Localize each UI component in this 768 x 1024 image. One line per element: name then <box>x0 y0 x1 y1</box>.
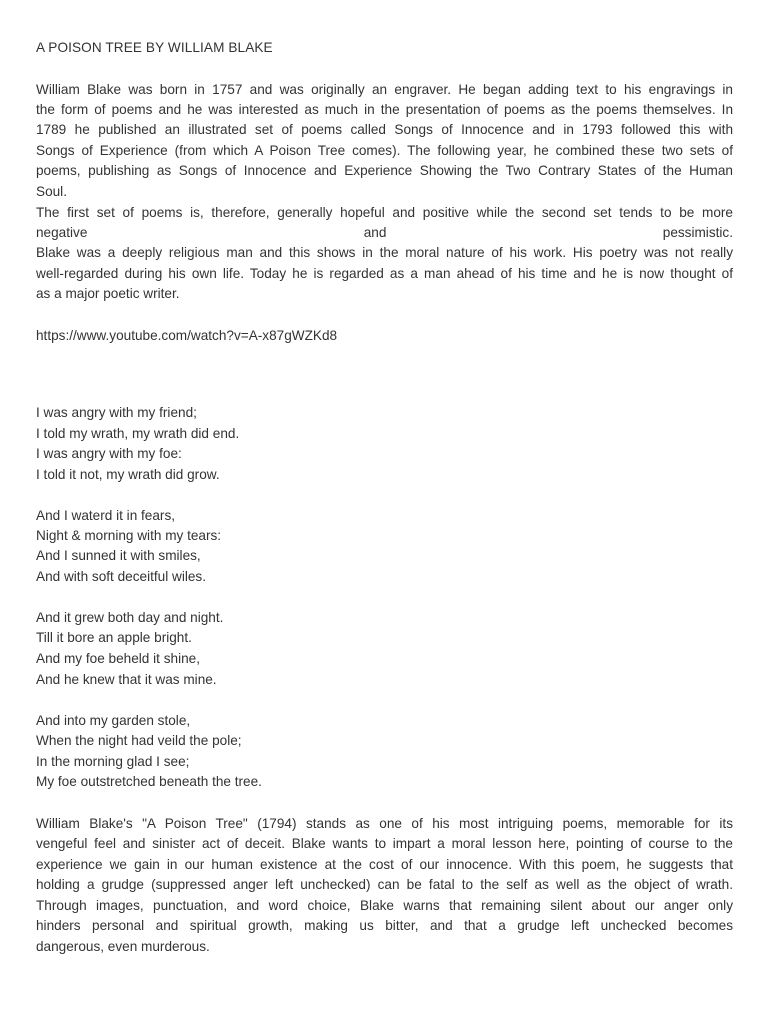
text-line: Blake was a deeply religious man and this shows in the moral nature of his work. His poetry was not really <box>36 245 733 260</box>
video-link[interactable]: https://www.youtube.com/watch?v=A-x87gWZKd8 <box>36 328 338 343</box>
text-line: the form of poems and he was interested as much in the presentation of poems as the poems themselves. In <box>36 102 733 117</box>
text-line: experience we gain in our human existence at the cost of our innocence. With this poem, he suggests that <box>36 857 733 872</box>
poem-line: And my foe beheld it shine, <box>36 651 200 666</box>
document-title: A POISON TREE BY WILLIAM BLAKE <box>36 40 273 55</box>
text-line: 1789 he published an illustrated set of poems called Songs of Innocence and in 1793 followed this with <box>36 122 733 137</box>
text-line: holding a grudge (suppressed anger left unchecked) can be fatal to the self as well as the object of wrath. <box>36 877 733 892</box>
text-line: hinders personal and spiritual growth, making us bitter, and that a grudge left unchecked becomes <box>36 918 733 933</box>
text-line: Songs of Experience (from which A Poison Tree comes). The following year, he combined these two sets of <box>36 143 733 158</box>
poem-line: Night & morning with my tears: <box>36 528 222 543</box>
poem-line: And he knew that it was mine. <box>36 672 217 687</box>
text-line: well-regarded during his own life. Today he is regarded as a man ahead of his time and he is now thought of <box>36 266 733 281</box>
text-line: Soul. <box>36 184 67 199</box>
poem-line: My foe outstretched beneath the tree. <box>36 774 262 789</box>
text-line: William Blake's "A Poison Tree" (1794) stands as one of his most intriguing poems, memorable for its <box>36 816 733 831</box>
text-line: negative and pessimistic. <box>36 225 733 240</box>
poem-line: I was angry with my foe: <box>36 446 182 461</box>
poem-line: And I sunned it with smiles, <box>36 548 201 563</box>
text-line: vengeful feel and sinister act of deceit. Blake wants to impart a moral lesson here, pointing of course to the <box>36 836 733 851</box>
poem-line: When the night had veild the pole; <box>36 733 242 748</box>
text-line: William Blake was born in 1757 and was originally an engraver. He began adding text to his engravings in <box>36 82 733 97</box>
poem-line: And with soft deceitful wiles. <box>36 569 207 584</box>
text-line: dangerous, even murderous. <box>36 939 210 954</box>
poem-line: In the morning glad I see; <box>36 754 190 769</box>
text-line: as a major poetic writer. <box>36 286 180 301</box>
poem-line: And into my garden stole, <box>36 713 191 728</box>
poem-line: I was angry with my friend; <box>36 405 197 420</box>
poem-line: And it grew both day and night. <box>36 610 224 625</box>
text-line: The first set of poems is, therefore, generally hopeful and positive while the second set tends to be more <box>36 205 733 220</box>
text-line: Through images, punctuation, and word choice, Blake warns that remaining silent about our anger only <box>36 898 733 913</box>
poem-line: I told it not, my wrath did grow. <box>36 467 220 482</box>
poem-line: Till it bore an apple bright. <box>36 630 192 645</box>
text-line: poems, publishing as Songs of Innocence and Experience Showing the Two Contrary States of the Human <box>36 163 733 178</box>
poem-line: I told my wrath, my wrath did end. <box>36 426 240 441</box>
poem-line: And I waterd it in fears, <box>36 508 176 523</box>
